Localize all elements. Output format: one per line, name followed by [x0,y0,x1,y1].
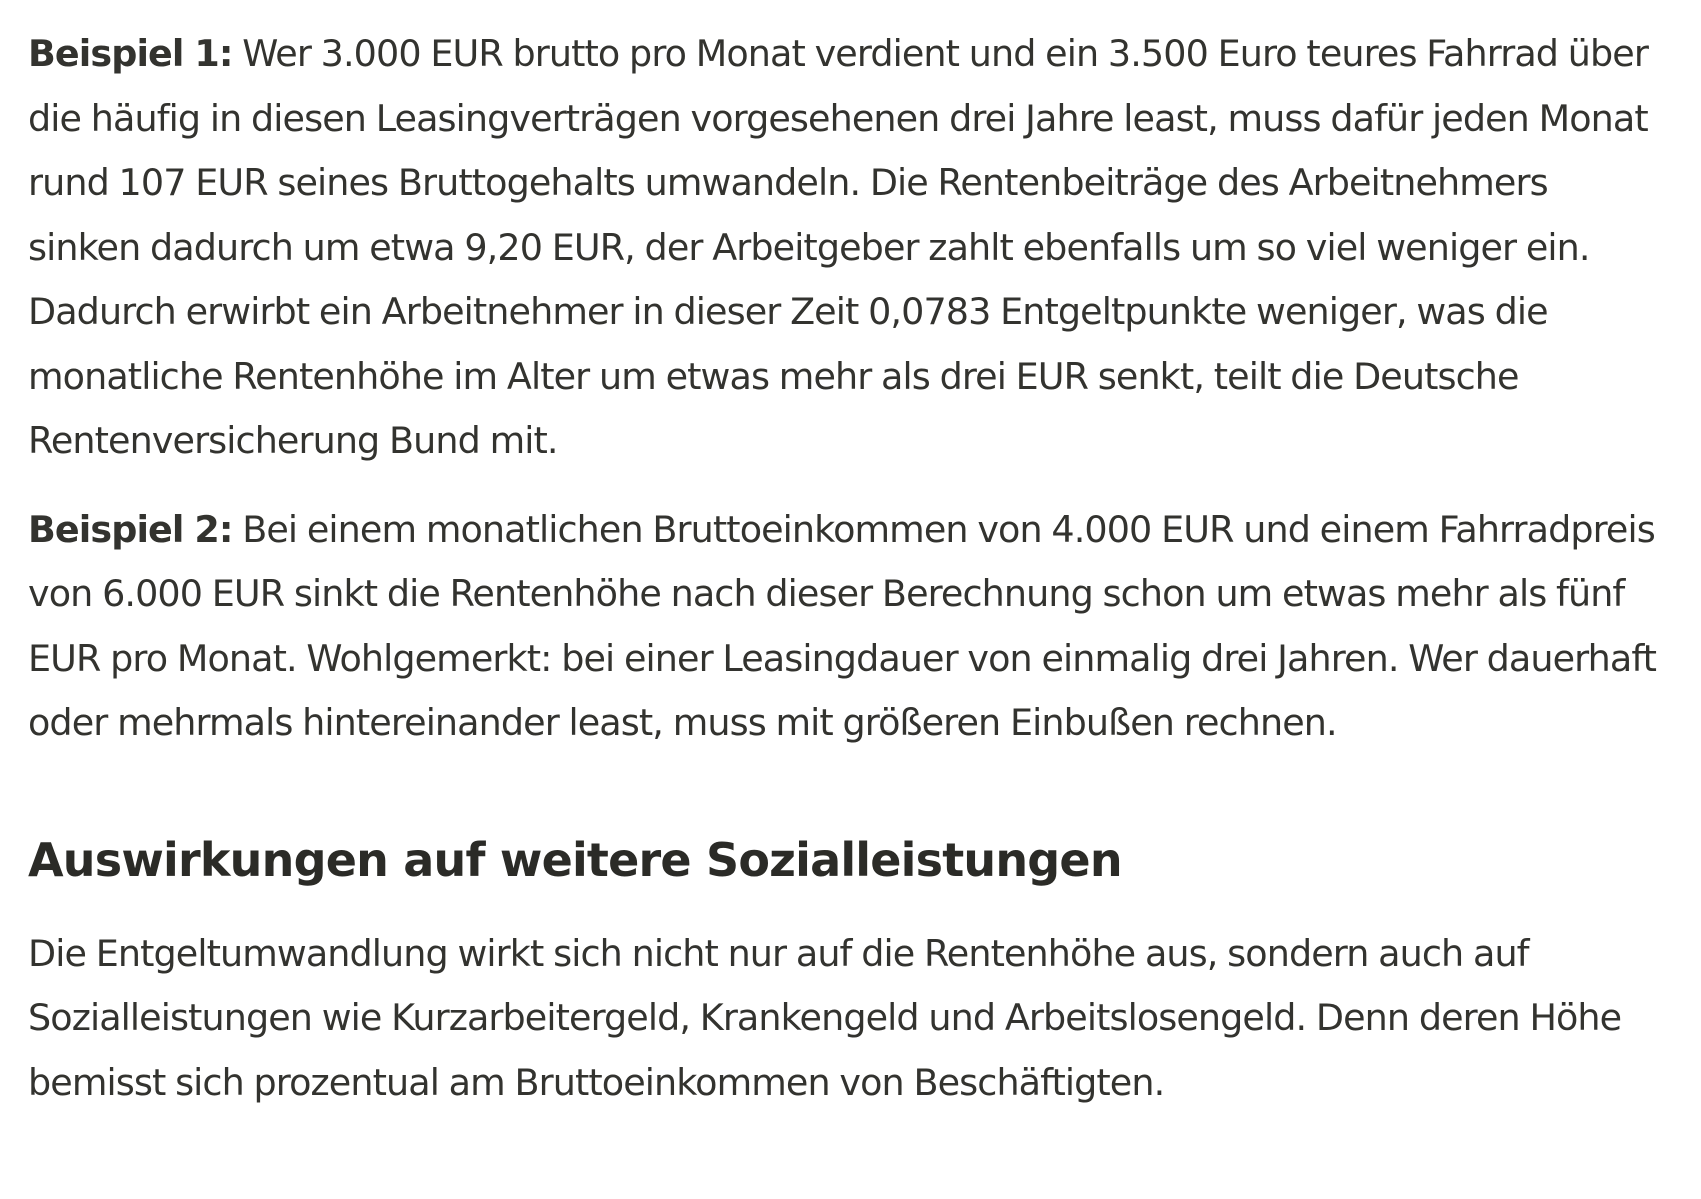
example-2-paragraph [28,498,1668,756]
example-1-label: Beispiel 1: [28,32,233,75]
article-body [28,22,1668,1115]
example-2-label: Beispiel 2: [28,507,233,551]
section-heading: Auswirkungen auf weitere Sozialleistungen [28,832,1122,887]
example-1-paragraph [28,22,1668,474]
example-1-text: Wer 3.000 EUR brutto pro Monat verdient und ein 3.500 Euro teures Fahrrad über die häufig in diesen Leasingverträgen vorgesehenen drei Jahre least, muss dafür jeden Monat rund 107 EUR seines Bruttogehalts umwandeln. Die Rentenbeiträge des Arbeitnehmers sinken dadurch um etwa 9,20 EUR, der Arbeitgeber zahlt ebenfalls um so viel weniger ein. Dadurch erwirbt ein Arbeitnehmer in dieser Zeit 0,0783 Entgeltpunkte weniger, was die monatliche Rentenhöhe im Alter um etwas mehr als drei EUR senkt, teilt die Deutsche Rentenversicherung Bund mit. [28,32,1648,462]
example-2-text: Bei einem monatlichen Bruttoeinkommen von 4.000 EUR und einem Fahrradpreis von 6.000 EUR sinkt die Rentenhöhe nach dieser Berechnung schon um etwas mehr als fünf EUR pro Monat. Wohlgemerkt: bei einer Leasingdauer von einmalig drei Jahren. Wer dauerhaft oder mehrmals hintereinander least, muss mit größeren Einbußen rechnen. [28,507,1657,744]
section-paragraph: Die Entgeltumwandlung wirkt sich nicht nur auf die Rentenhöhe aus, sondern auch auf Sozialleistungen wie Kurzarbeitergeld, Krankengeld und Arbeitslosengeld. Denn deren Höhe bemisst sich prozentual am Bruttoeinkommen von Beschäftigten. [28,931,1622,1104]
